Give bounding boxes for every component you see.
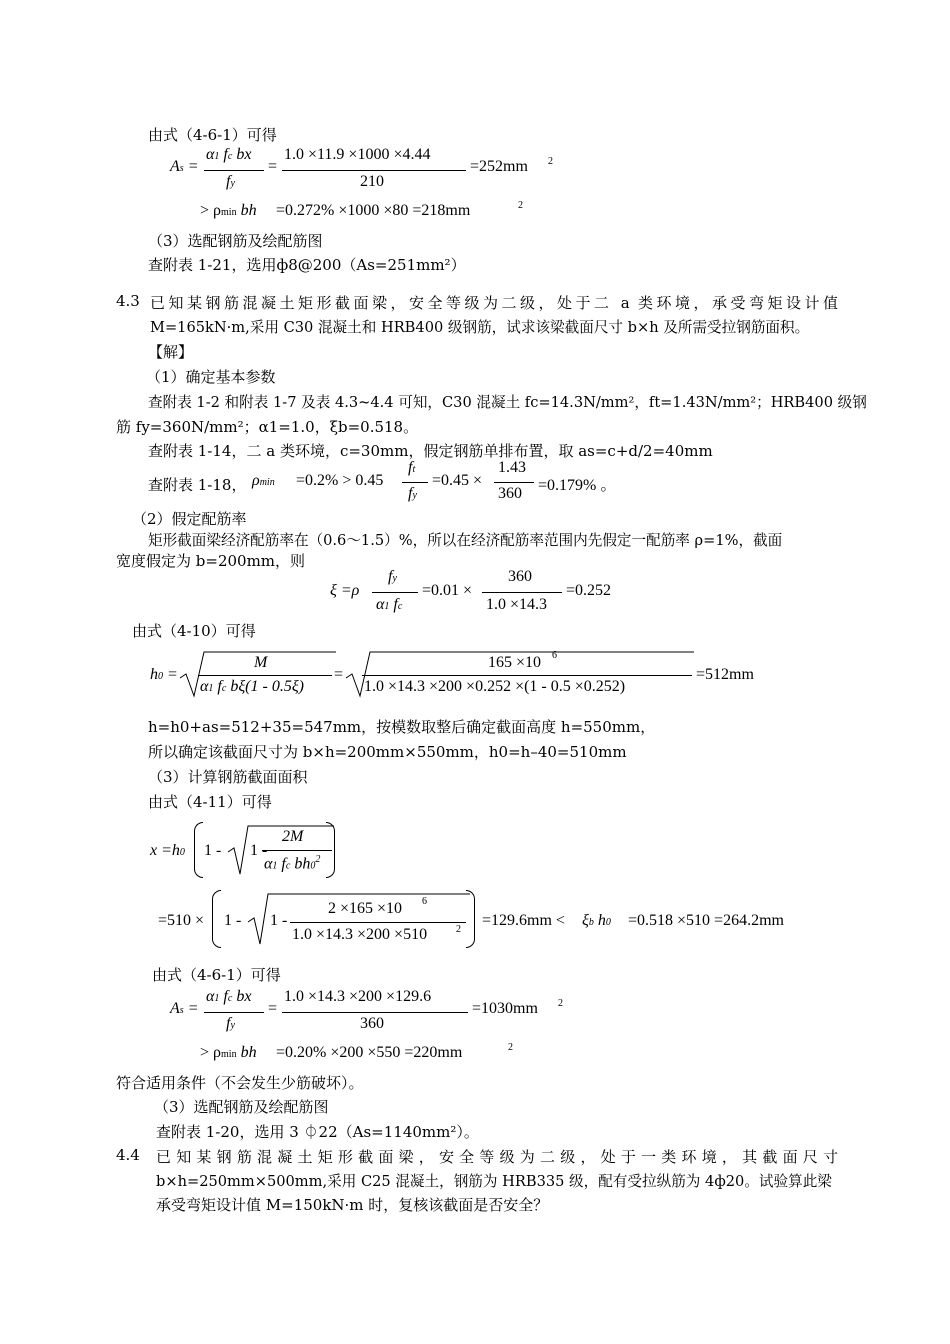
solution-label: 【解】 — [148, 343, 194, 361]
eq8-result: =1030mm — [472, 1000, 538, 1017]
eq4-denominator: 1.0 ×14.3 — [486, 596, 548, 613]
eq5-denominator: 1.0 ×14.3 ×200 ×0.252 ×(1 - 0.5 ×0.252) — [364, 678, 626, 695]
problem-4-4-line-1: 已知某钢筋混凝土矩形截面梁，安全等级为二级，处于一类环境，其截面尺寸 — [156, 1148, 838, 1166]
step-4-title: （3）选配钢筋及绘配筋图 — [154, 1098, 329, 1116]
problem-number-4-3: 4.3 — [116, 292, 140, 310]
eq4-result: =0.252 — [566, 582, 612, 599]
eq7-denominator: 1.0 ×14.3 ×200 ×510 — [292, 926, 428, 943]
step-3-line-b: 由式（4-6-1）可得 — [152, 966, 281, 984]
step-2-line-b: 宽度假定为 b=200mm，则 — [116, 552, 306, 570]
problem-4-3-line-1: 已知某钢筋混凝土矩形截面梁，安全等级为二级，处于二 a 类环境，承受弯矩设计值 — [150, 294, 838, 312]
eq8-numerator: 1.0 ×14.3 ×200 ×129.6 — [284, 988, 432, 1005]
step-1-line-a: 查附表 1-2 和附表 1-7 及表 4.3~4.4 可知，C30 混凝土 fc=14.3N/mm²，ft=1.43N/mm²；HRB400 级钢 — [148, 394, 867, 411]
eq4-mid: =0.01 × — [422, 582, 473, 599]
problem-4-3-line-2: M=165kN·m,采用 C30 混凝土和 HRB400 级钢筋，试求该梁截面尺寸 b×h 及所需受拉钢筋面积。 — [150, 319, 810, 336]
problem-4-4-line-3: 承受弯矩设计值 M=150kN·m 时，复核该截面是否安全？ — [156, 1196, 549, 1214]
step-3-line-c: 符合适用条件（不会发生少筋破坏）。 — [116, 1074, 364, 1092]
eq5-numerator-symbolic: M — [254, 654, 268, 671]
eq3-mid: =0.45 × — [432, 472, 483, 489]
eq6-numerator: 2M — [282, 828, 304, 845]
step-2-line-e: 所以确定该截面尺寸为 b×h=200mm×550mm，h0=h–40=510mm — [148, 743, 627, 761]
eq3-denominator: 360 — [498, 485, 522, 502]
step-2-line-c: 由式（4-10）可得 — [132, 622, 256, 640]
step-3-line-a: 由式（4-11）可得 — [148, 793, 272, 811]
step-4-line-a: 查附表 1-20，选用 3 ⏀22（As=1140mm²）。 — [156, 1123, 479, 1141]
eq1-numerator: 1.0 ×11.9 ×1000 ×4.44 — [284, 146, 431, 163]
eq3-left: =0.2% > 0.45 — [296, 472, 384, 489]
eq9-text: =0.20% ×200 ×550 =220mm — [276, 1044, 463, 1061]
eq5-numerator: 165 ×10 — [488, 654, 542, 671]
eq2-text: =0.272% ×1000 ×80 =218mm — [276, 202, 471, 219]
eq1-result: =252mm — [470, 158, 528, 175]
step-3-title: （3）计算钢筋截面面积 — [148, 768, 308, 786]
eq7-result: =129.6mm < — [482, 912, 565, 929]
eq3-result: =0.179% 。 — [538, 477, 617, 494]
eq7-result-2: =0.518 ×510 =264.2mm — [628, 912, 784, 929]
problem-number-4-4: 4.4 — [116, 1146, 140, 1164]
eq3-numerator: 1.43 — [498, 459, 526, 476]
problem-4-4-line-2: b×h=250mm×500mm,采用 C25 混凝土，钢筋为 HRB335 级，配有受拉纵筋为 4ф20。试验算此梁 — [156, 1173, 832, 1190]
eq4-numerator: 360 — [508, 568, 532, 585]
eq7-numerator: 2 ×165 ×10 — [328, 900, 403, 917]
eq7-prefix: =510 × — [158, 912, 205, 929]
line-table-1-21: 查附表 1-21，选用ф8@200（As=251mm²） — [148, 256, 466, 274]
step-2-line-a: 矩形截面梁经济配筋率在（0.6～1.5）%，所以在经济配筋率范围内先假定一配筋率 ρ=1%，截面 — [148, 532, 783, 549]
step-1-line-c: 查附表 1-14，二 a 类环境，c=30mm，假定钢筋单排布置，取 as=c+d/2=40mm — [148, 442, 713, 460]
step-1-line-d: 查附表 1-18， — [148, 476, 247, 494]
step-2-title: （2）假定配筋率 — [132, 510, 247, 528]
line-formula-ref-1: 由式（4-6-1）可得 — [148, 126, 277, 144]
step-2-line-d: h=h0+as=512+35=547mm，按模数取整后确定截面高度 h=550mm， — [148, 718, 656, 736]
eq8-denominator: 360 — [360, 1015, 384, 1032]
eq1-denominator: 210 — [360, 173, 384, 190]
line-select-rebar-1: （3）选配钢筋及绘配筋图 — [148, 232, 323, 250]
step-1-title: （1）确定基本参数 — [146, 368, 276, 386]
step-1-line-b: 筋 fy=360N/mm²；α1=1.0，ξb=0.518。 — [116, 418, 419, 436]
eq5-result: =512mm — [696, 666, 754, 683]
